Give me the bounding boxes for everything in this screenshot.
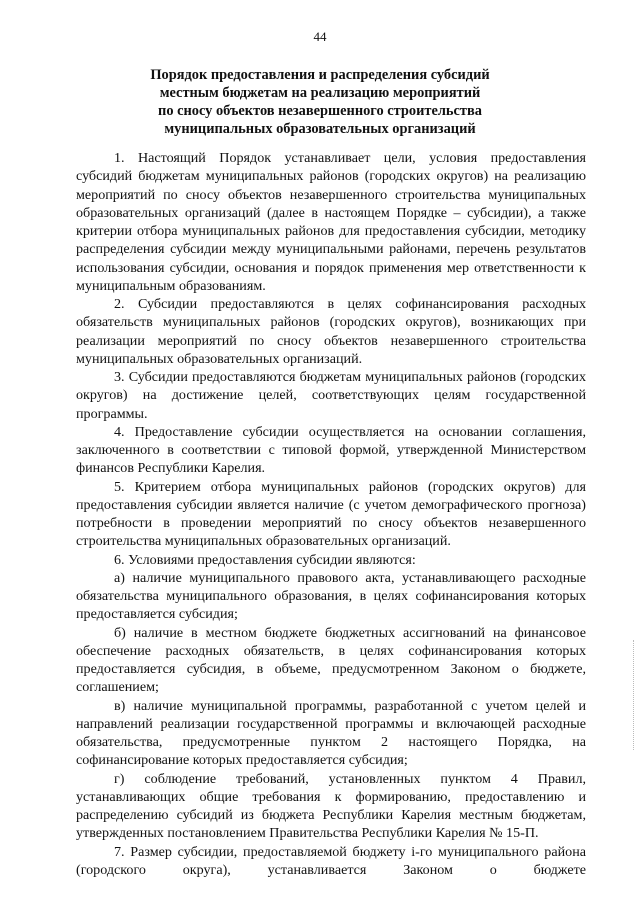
- margin-scan-mark: [630, 640, 634, 750]
- document-title: [60, 66, 580, 138]
- title-line: местным бюджетам на реализацию мероприятий: [159, 85, 481, 101]
- paragraph-6: 6. Условиями предоставления субсидии являются:: [114, 551, 416, 568]
- document-body: [76, 149, 586, 879]
- title-line: муниципальных образовательных организаций: [164, 121, 476, 137]
- paragraph-7: 7. Размер субсидии, предоставляемой бюджету i-го муниципального района (городского округа), устанавливается Законом о бюджете: [76, 843, 586, 878]
- title-line: по сносу объектов незавершенного строительства: [158, 103, 482, 119]
- paragraph-5: 5. Критерием отбора муниципальных районов (городских округов) для предоставления субсидии является наличие (с учетом демографического прогноза) потребности в проведении мероприятий по сносу объектов незавершенного строительства муниципальных образовательных организаций.: [76, 478, 586, 550]
- paragraph-2: 2. Субсидии предоставляются в целях софинансирования расходных обязательств муниципальных районов (городских округов), возникающих при реализации мероприятий по сносу объектов незавершенного строительства муниципальных образовательных организаций.: [76, 296, 586, 367]
- paragraph-6v: в) наличие муниципальной программы, разработанной с учетом целей и направлений реализации государственной программы и включающей расходные обязательства, предусмотренные пунктом 2 настоящего Порядка, на софинансирование которых предоставляется субсидия;: [76, 697, 586, 769]
- paragraph-6b: б) наличие в местном бюджете бюджетных ассигнований на финансовое обеспечение расходных обязательств, в целях софинансирования которых предоставляется субсидия, в объеме, предусмотренном Законом о бюджете, соглашением;: [76, 624, 586, 696]
- page-number: 44: [313, 29, 327, 44]
- paragraph-1: 1. Настоящий Порядок устанавливает цели, условия предоставления субсидий бюджетам муниципальных районов (городских округов) на реализацию мероприятий по сносу объектов незавершенного строительства муниципальных образовательных организаций (далее в настоящем Порядке – субсидии), а также критерии отбора муниципальных районов для предоставления субсидии, методику распределения субсидии между муниципальными районами, перечень результатов использования субсидии, основания и порядок применения мер ответственности к муниципальным образованиям.: [76, 150, 586, 294]
- paragraph-4: 4. Предоставление субсидии осуществляется на основании соглашения, заключенного в соответствии с типовой формой, утвержденной Министерством финансов Республики Карелия.: [76, 423, 586, 477]
- paragraph-3: 3. Субсидии предоставляются бюджетам муниципальных районов (городских округов) на достижение целей, соответствующих целям государственной программы.: [76, 369, 586, 422]
- paragraph-6g: г) соблюдение требований, установленных пунктом 4 Правил, устанавливающих общие требования к формированию, предоставлению и распределению субсидий из бюджета Республики Карелия местным бюджетам, утвержденных постановлением Правительства Республики Карелия № 15-П.: [76, 770, 586, 842]
- title-line: Порядок предоставления и распределения субсидий: [150, 67, 490, 83]
- paragraph-6a: а) наличие муниципального правового акта, устанавливающего расходные обязательства муниципального образования, в целях софинансирования которых предоставляется субсидия;: [76, 569, 586, 623]
